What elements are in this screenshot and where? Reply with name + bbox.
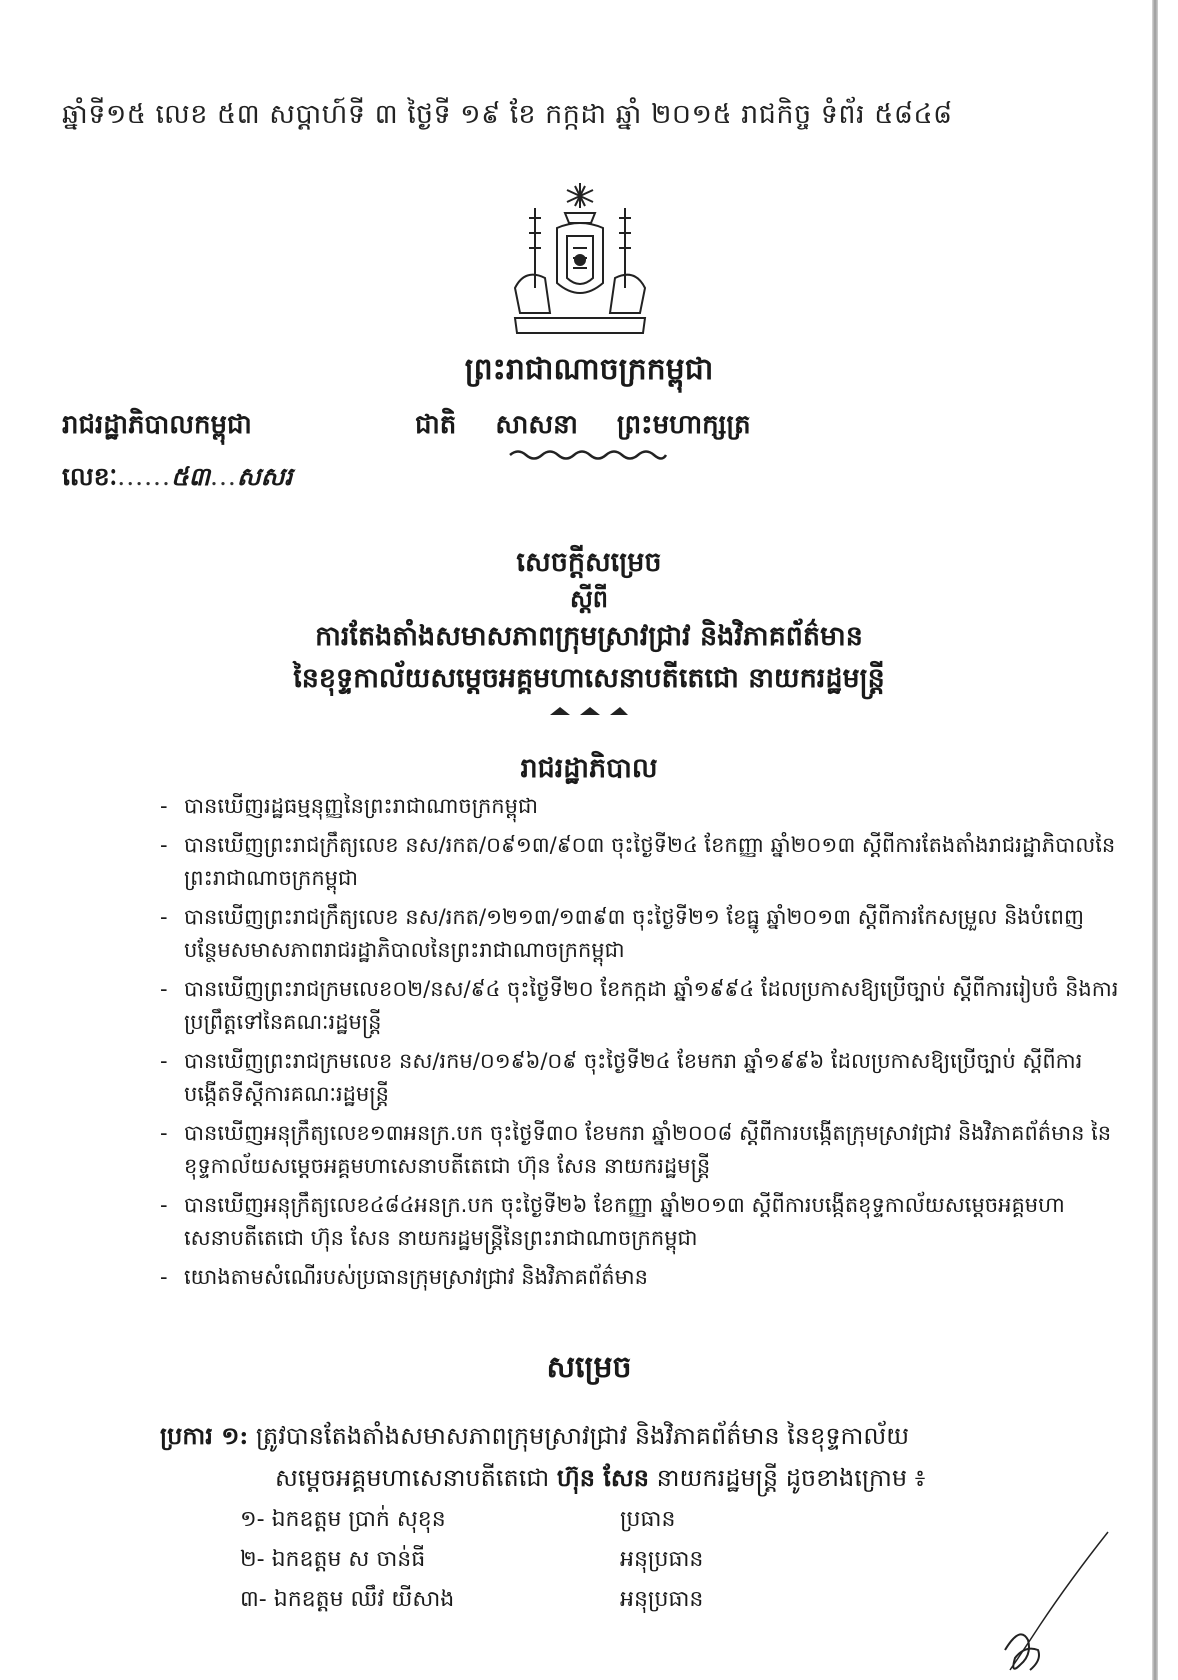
preamble-clause-text: បានឃើញអនុក្រឹត្យលេខ១៣អនក្រ.បក ចុះថ្ងៃទី៣០ ខែមករា ឆ្នាំ២០០៨ ស្តីពីការបង្កើតក្រុមស្រាវជ្រាវ និងវិភាគព័ត៌មាន នៃខុទ្ទកាល័យសម្តេចអគ្គមហាសេនាបតីតេជោ ហ៊ុន សែន នាយករដ្ឋមន្ត្រី [184, 1121, 1112, 1178]
number-value: ៥៣ [170, 462, 210, 491]
gazette-header-line: ឆ្នាំទី១៥ លេខ ៥៣ សប្តាហ៍ទី ៣ ថ្ងៃទី ១៩ ខែ កក្កដា ឆ្នាំ ២០១៥ រាជកិច្ច ទំព័រ ៥៨៤៨ [62, 99, 953, 130]
preamble-clause-text: បានឃើញព្រះរាជក្រមលេខ០២/នស/៩៤ ចុះថ្ងៃទី២០ ខែកក្កដា ឆ្នាំ១៩៩៤ ដែលប្រកាសឱ្យប្រើច្បាប់ ស្តីពីការរៀបចំ និងការប្រព្រឹត្តទៅនៃគណៈរដ្ឋមន្ត្រី [184, 977, 1119, 1034]
number-suffix: សសរ [236, 462, 293, 491]
member-name: ២- ឯកឧត្តម ស ចាន់ធី [240, 1547, 426, 1572]
preamble-clause-text: បានឃើញព្រះរាជក្រឹត្យលេខ នស/រកត/០៩១៣/៩០៣ ចុះថ្ងៃទី២៤ ខែកញ្ញា ឆ្នាំ២០១៣ ស្តីពីការតែងតាំងរាជរដ្ឋាភិបាលនៃព្រះរាជាណាចក្រកម្ពុជា [184, 833, 1116, 890]
article-label: ប្រការ ១: [160, 1421, 249, 1450]
preamble-clause-text: បានឃើញព្រះរាជក្រឹត្យលេខ នស/រកត/១២១៣/១៣៩៣ ចុះថ្ងៃទី២១ ខែធ្នូ ឆ្នាំ២០១៣ ស្តីពីការកែសម្រួល និងបំពេញបន្ថែមសមាសភាពរាជរដ្ឋាភិបាលនៃព្រះរាជាណាចក្រកម្ពុជា [184, 905, 1084, 962]
national-motto [415, 408, 781, 446]
preamble-clause: - បានឃើញព្រះរាជក្រមលេខ០២/នស/៩៤ ចុះថ្ងៃទី២០ ខែកក្កដា ឆ្នាំ១៩៩៤ ដែលប្រកាសឱ្យប្រើច្បាប់ ស្តីពីការរៀបចំ និងការប្រព្រឹត្តទៅនៃគណៈរដ្ឋមន្ត្រី [160, 977, 1119, 1034]
article-1 [160, 1415, 1120, 1499]
preamble-clause: - បានឃើញអនុក្រឹត្យលេខ១៣អនក្រ.បក ចុះថ្ងៃទី៣០ ខែមករា ឆ្នាំ២០០៨ ស្តីពីការបង្កើតក្រុមស្រាវជ្រាវ និងវិភាគព័ត៌មាន នៃខុទ្ទកាល័យសម្តេចអគ្គមហាសេនាបតីតេជោ ហ៊ុន សែន នាយករដ្ឋមន្ត្រី [160, 1121, 1112, 1178]
preamble-clause: - បានឃើញព្រះរាជក្រមលេខ នស/រកម/០១៩៦/០៩ ចុះថ្ងៃទី២៤ ខែមករា ឆ្នាំ១៩៩៦ ដែលប្រកាសឱ្យប្រើច្បាប់ ស្តីពីការបង្កើតទីស្តីការគណៈរដ្ឋមន្ត្រី [160, 1049, 1083, 1106]
preamble-clause-text: យោងតាមសំណើរបស់ប្រធានក្រុមស្រាវជ្រាវ និងវិភាគព័ត៌មាន [184, 1265, 648, 1289]
preamble-clause-text: បានឃើញអនុក្រឹត្យលេខ៤៨៤អនក្រ.បក ចុះថ្ងៃទី២៦ ខែកញ្ញា ឆ្នាំ២០១៣ ស្តីពីការបង្កើតខុទ្ទកាល័យសម្តេចអគ្គមហាសេនាបតីតេជោ ហ៊ុន សែន នាយករដ្ឋមន្ត្រីនៃព្រះរាជាណាចក្រកម្ពុជា [184, 1193, 1065, 1250]
preamble-clause: - យោងតាមសំណើរបស់ប្រធានក្រុមស្រាវជ្រាវ និងវិភាគព័ត៌មាន [160, 1265, 648, 1289]
preamble-clause: - បានឃើញអនុក្រឹត្យលេខ៤៨៤អនក្រ.បក ចុះថ្ងៃទី២៦ ខែកញ្ញា ឆ្នាំ២០១៣ ស្តីពីការបង្កើតខុទ្ទកាល័យសម្តេចអគ្គមហាសេនាបតីតេជោ ហ៊ុន សែន នាយករដ្ឋមន្ត្រីនៃព្រះរាជាណាចក្រកម្ពុជា [160, 1193, 1065, 1250]
member-role: អនុប្រធាន [620, 1587, 704, 1612]
member-role: ប្រធាន [620, 1507, 676, 1532]
scan-edge [1152, 0, 1158, 1680]
motto-nation: ជាតិ [415, 410, 457, 440]
decision-title: សេចក្តីសម្រេច [516, 547, 662, 578]
number-label: លេខៈ [62, 462, 118, 491]
kingdom-title: ព្រះរាជាណាចក្រកម្ពុជា [464, 352, 714, 387]
preamble-clause-text: បានឃើញរដ្ឋធម្មនុញ្ញនៃព្រះរាជាណាចក្រកម្ពុជា [184, 794, 538, 818]
decision-subtitle-on: ស្តីពី [569, 584, 609, 613]
section-divider-icon [548, 705, 630, 717]
document-number [62, 462, 292, 498]
preamble-clause: - បានឃើញព្រះរាជក្រឹត្យលេខ នស/រកត/០៩១៣/៩០៣ ចុះថ្ងៃទី២៤ ខែកញ្ញា ឆ្នាំ២០១៣ ស្តីពីការតែងតាំងរាជរដ្ឋាភិបាលនៃព្រះរាជាណាចក្រកម្ពុជា [160, 833, 1116, 890]
member-name: ១- ឯកឧត្តម ប្រាក់ សុខុន [240, 1507, 446, 1532]
preamble-clause: - បានឃើញព្រះរាជក្រឹត្យលេខ នស/រកត/១២១៣/១៣៩៣ ចុះថ្ងៃទី២១ ខែធ្នូ ឆ្នាំ២០១៣ ស្តីពីការកែសម្រួល និងបំពេញបន្ថែមសមាសភាពរាជរដ្ឋាភិបាលនៃព្រះរាជាណាចក្រកម្ពុជា [160, 905, 1084, 962]
royal-coat-of-arms-icon [505, 178, 655, 338]
government-heading: រាជរដ្ឋាភិបាល [520, 753, 658, 784]
decision-subject-line1: ការតែងតាំងសមាសភាពក្រុមស្រាវជ្រាវ និងវិភាគព័ត៌មាន [315, 621, 863, 652]
number-dots: ...... [117, 462, 171, 491]
decides-heading: សម្រេច [546, 1350, 632, 1385]
motto-king: ព្រះមហាក្សត្រ [616, 410, 751, 440]
member-name: ៣- ឯកឧត្តម ឈឹវ យីសាង [240, 1587, 455, 1612]
preamble-clause: - បានឃើញរដ្ឋធម្មនុញ្ញនៃព្រះរាជាណាចក្រកម្ពុជា [160, 794, 538, 818]
article-line2-pre: សម្តេចអគ្គមហាសេនាបតីតេជោ [275, 1464, 550, 1492]
preamble-clauses [160, 790, 1120, 1300]
article-line2-post: នាយករដ្ឋមន្ត្រី ដូចខាងក្រោម ៖ [656, 1464, 926, 1492]
issuing-government: រាជរដ្ឋាភិបាលកម្ពុជា [62, 410, 252, 440]
article-text-line2 [160, 1457, 1120, 1499]
signature-icon [990, 1530, 1110, 1680]
number-dots-2: ... [210, 462, 237, 491]
decision-subject-line2: នៃខុទ្ទកាល័យសម្តេចអគ្គមហាសេនាបតីតេជោ នាយករដ្ឋមន្ត្រី [293, 663, 885, 694]
article-text-line1: ត្រូវបានតែងតាំងសមាសភាពក្រុមស្រាវជ្រាវ និងវិភាគព័ត៌មាន នៃខុទ្ទកាល័យ [255, 1422, 910, 1450]
motto-religion: សាសនា [495, 410, 578, 440]
article-line2-name: ហ៊ុន សែន [556, 1464, 650, 1492]
motto-ornament-icon [508, 448, 668, 462]
preamble-clause-text: បានឃើញព្រះរាជក្រមលេខ នស/រកម/០១៩៦/០៩ ចុះថ្ងៃទី២៤ ខែមករា ឆ្នាំ១៩៩៦ ដែលប្រកាសឱ្យប្រើច្បាប់ ស្តីពីការបង្កើតទីស្តីការគណៈរដ្ឋមន្ត្រី [184, 1049, 1083, 1106]
member-role: អនុប្រធាន [620, 1547, 704, 1572]
